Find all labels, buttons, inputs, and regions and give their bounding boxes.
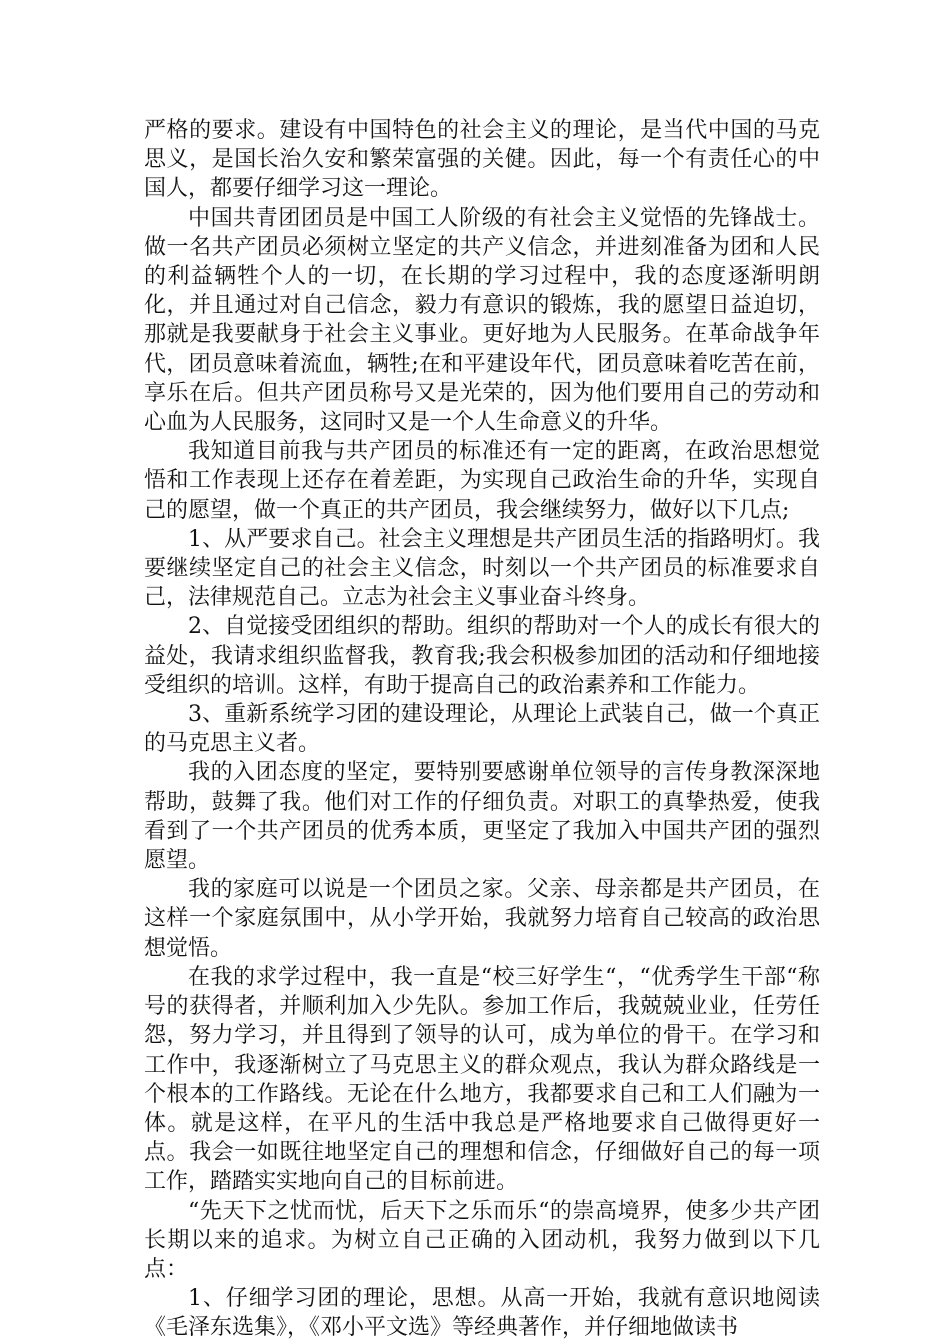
paragraph: 我的家庭可以说是一个团员之家。父亲、母亲都是共产团员，在这样一个家庭氛围中，从小学开始，我就努力培育自己较高的政治思想觉悟。 xyxy=(144,877,820,961)
list-item-paragraph: 2、自觉接受团组织的帮助。组织的帮助对一个人的成长有很大的益处，我请求组织监督我，教育我;我会积极参加团的活动和仔细地接受组织的培训。这样，有助于提高自己的政治素养和工作能力。 xyxy=(144,614,820,698)
document-body xyxy=(144,116,820,1343)
paragraph: 中国共青团团员是中国工人阶级的有社会主义觉悟的先锋战士。做一名共产团员必须树立坚定的共产义信念，并进刻准备为团和人民的利益辆牲个人的一切，在长期的学习过程中，我的态度逐渐明朗化，并且通过对自己信念，毅力有意识的锻炼，我的愿望日益迫切，那就是我要献身于社会主义事业。更好地为人民服务。在革命战争年代，团员意味着流血，辆牲;在和平建设年代，团员意味着吃苦在前，享乐在后。但共产团员称号又是光荣的，因为他们要用自己的劳动和心血为人民服务，这同时又是一个人生命意义的升华。 xyxy=(144,205,820,436)
paragraph: 在我的求学过程中，我一直是“校三好学生“，“优秀学生干部“称号的获得者，并顺利加入少先队。参加工作后，我兢兢业业，任劳任怨，努力学习，并且得到了领导的认可，成为单位的骨干。在学习和工作中，我逐渐树立了马克思主义的群众观点，我认为群众路线是一个根本的工作路线。无论在什么地方，我都要求自己和工人们融为一体。就是这样，在平凡的生活中我总是严格地要求自己做得更好一点。我会一如既往地坚定自己的理想和信念，仔细做好自己的每一项工作，踏踏实实地向自己的目标前进。 xyxy=(144,964,820,1195)
list-item-paragraph: 1、从严要求自己。社会主义理想是共产团员生活的指路明灯。我要继续坚定自己的社会主义信念，时刻以一个共产团员的标准要求自己，法律规范自己。立志为社会主义事业奋斗终身。 xyxy=(144,526,820,611)
list-item-paragraph: 1、仔细学习团的理论，思想。从高一开始，我就有意识地阅读《毛泽东选集》，《邓小平文选》等经典著作，并仔细地做读书 xyxy=(144,1286,820,1341)
paragraph: “先天下之忧而忧，后天下之乐而乐“的崇高境界，使多少共产团长期以来的追求。为树立自己正确的入团动机，我努力做到以下几点： xyxy=(144,1198,820,1282)
paragraph-continuation: 严格的要求。建设有中国特色的社会主义的理论，是当代中国的马克思义，是国长治久安和繁荣富强的关健。因此，每一个有责任心的中国人，都要仔细学习这一理论。 xyxy=(144,118,820,202)
list-item-paragraph: 3、重新系统学习团的建设理论，从理论上武装自己，做一个真正的马克思主义者。 xyxy=(144,702,820,757)
paragraph: 我的入团态度的坚定，要特别要感谢单位领导的言传身教深深地帮助，鼓舞了我。他们对工作的仔细负责。对职工的真挚热爱，使我看到了一个共产团员的优秀本质，更坚定了我加入中国共产团的强烈愿望。 xyxy=(144,760,820,874)
paragraph: 我知道目前我与共产团员的标准还有一定的距离，在政治思想觉悟和工作表现上还存在着差距，为实现自己政治生命的升华，实现自己的愿望，做一个真正的共产团员，我会继续努力，做好以下几点; xyxy=(144,439,820,523)
